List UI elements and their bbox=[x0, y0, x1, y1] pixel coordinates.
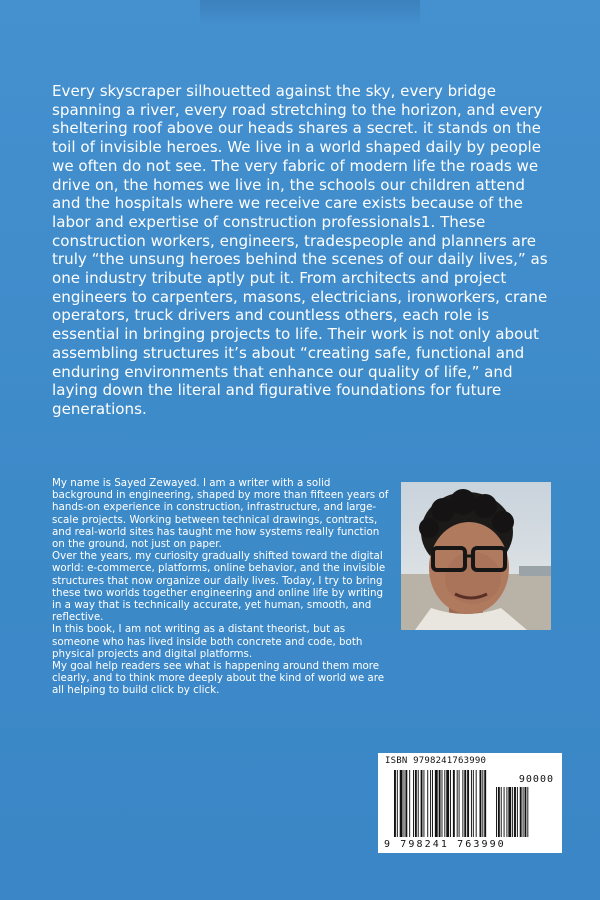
author-photo bbox=[401, 482, 551, 630]
isbn-label: ISBN 9798241763990 bbox=[385, 756, 487, 766]
main-paragraph: Every skyscraper silhouetted against the sky, every bridge spanning a river, every road stretching to the horizon, and every sheltering roof above our heads shares a secret. it stands on the toil of invisible heroes. We live in a world shaped daily by people we often do not see. The very fabric of modern life the roads we drive on, the homes we live in, the schools our children attend and the hospitals where we receive care exists because of the labor and expertise of construction professionals1. These construction workers, engineers, tradespeople and planners are truly “the unsung heroes behind the scenes of our daily lives,” as one industry tribute aptly put it. From architects and project engineers to carpenters, masons, electricians, ironworkers, crane operators, truck drivers and countless others, each role is essential in bringing projects to life. Their work is not only about assembling structures it’s about “creating safe, functional and enduring environments that enhance our quality of life,” and laying down the literal and figurative foundations for future generations. bbox=[52, 82, 548, 418]
barcode-bars bbox=[378, 753, 562, 853]
isbn-barcode bbox=[378, 753, 562, 853]
price-code: 90000 bbox=[518, 774, 554, 785]
author-bio bbox=[52, 477, 392, 697]
bio-paragraph-3: In this book, I am not writing as a distant theorist, but as someone who has lived inside both concrete and code, both physical projects and digital platforms. bbox=[52, 623, 363, 660]
ean-digits: 9 798241 763990 bbox=[384, 839, 506, 850]
bio-paragraph-4: My goal help readers see what is happening around them more clearly, and to think more deeply about the kind of world we are all helping to build click by click. bbox=[52, 660, 385, 697]
bio-paragraph-1: My name is Sayed Zewayed. I am a writer with a solid background in engineering, shaped by more than fifteen years of hands-on experience in construction, infrastructure, and large-scale projects. Working between technical drawings, contracts, and real-world sites has taught me how systems really function on the ground, not just on paper. bbox=[52, 477, 389, 551]
top-edge-shading bbox=[200, 0, 420, 26]
bio-paragraph-2: Over the years, my curiosity gradually shifted toward the digital world: e-commerce, platforms, online behavior, and the invisible structures that now organize our daily lives. Today, I try to bring these two worlds together engineering and online life by writing in a way that is technically accurate, yet human, smooth, and reflective. bbox=[52, 550, 386, 624]
author-portrait-image bbox=[401, 482, 551, 630]
